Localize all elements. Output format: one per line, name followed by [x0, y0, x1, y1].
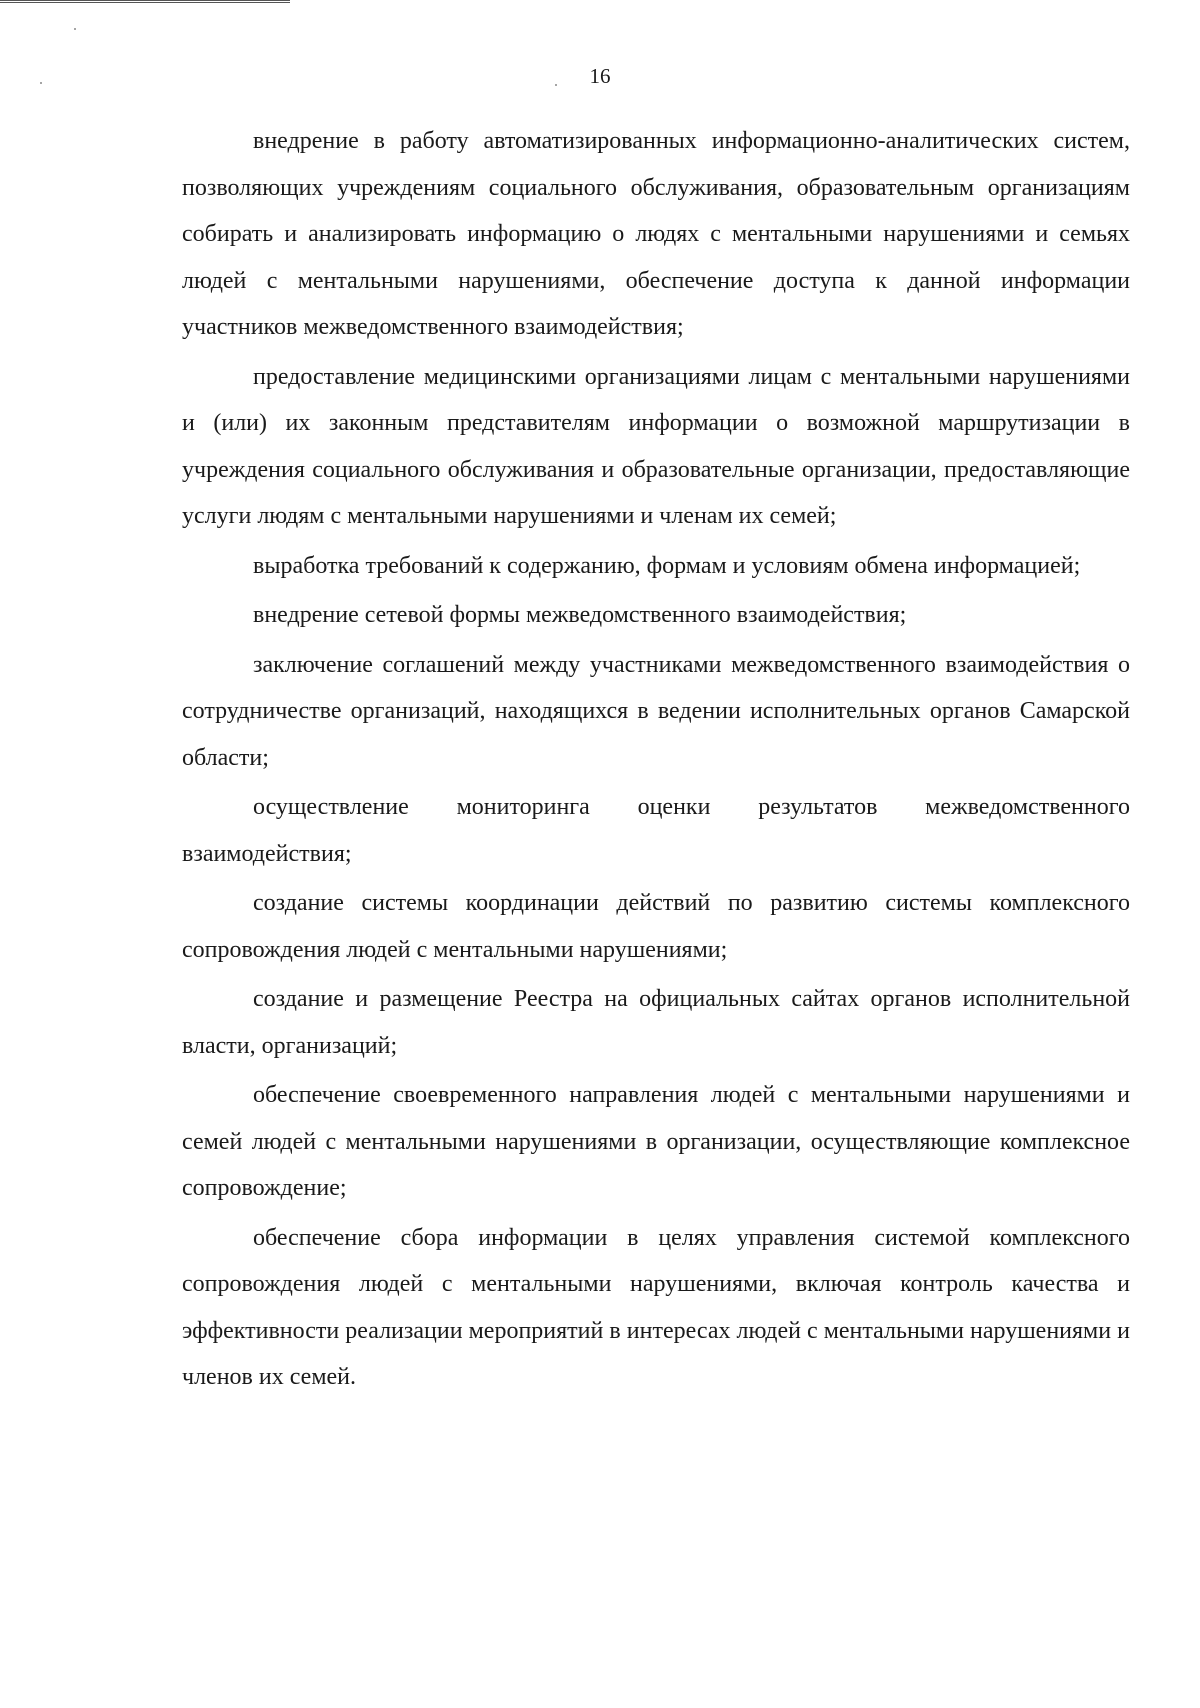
list-paragraph: осуществление мониторинга оценки результатов межведомственного взаимодействия;	[182, 794, 1130, 867]
list-paragraph: внедрение в работу автоматизированных информационно-аналитических систем, позволяющих учреждениям социального обслуживания, образовательным организациям собирать и анализировать информацию о людях с ментальными нарушениями и семьях людей с ментальными нарушениями, обеспечение доступа к данной информации участников межведомственного взаимодействия;	[182, 128, 1130, 340]
list-paragraph: обеспечение сбора информации в целях управления системой комплексного сопровождения людей с ментальными нарушениями, включая контроль качества и эффективности реализации мероприятий в интересах людей с ментальными нарушениями и членов их семей.	[182, 1224, 1130, 1390]
document-body	[182, 118, 1130, 1404]
list-paragraph: обеспечение своевременного направления людей с ментальными нарушениями и семей людей с ментальными нарушениями в организации, осуществляющие комплексное сопровождение;	[182, 1082, 1130, 1201]
list-paragraph: предоставление медицинскими организациями лицам с ментальными нарушениями и (или) их законным представителям информации о возможной маршрутизации в учреждения социального обслуживания и образовательные организации, предоставляющие услуги людям с ментальными нарушениями и членам их семей;	[182, 363, 1130, 529]
scan-top-border	[0, 0, 290, 3]
list-paragraph: заключение соглашений между участниками межведомственного взаимодействия о сотрудничестве организаций, находящихся в ведении исполнительных органов Самарской области;	[182, 651, 1130, 771]
list-paragraph: внедрение сетевой формы межведомственного взаимодействия;	[253, 602, 907, 628]
list-paragraph: выработка требований к содержанию, формам и условиям обмена информацией;	[253, 552, 1081, 579]
list-paragraph: создание системы координации действий по развитию системы комплексного сопровождения людей с ментальными нарушениями;	[182, 890, 1130, 963]
page-number: 16	[589, 64, 611, 88]
list-paragraph: создание и размещение Реестра на официальных сайтах органов исполнительной власти, организаций;	[182, 986, 1130, 1059]
scan-speck	[74, 28, 76, 30]
